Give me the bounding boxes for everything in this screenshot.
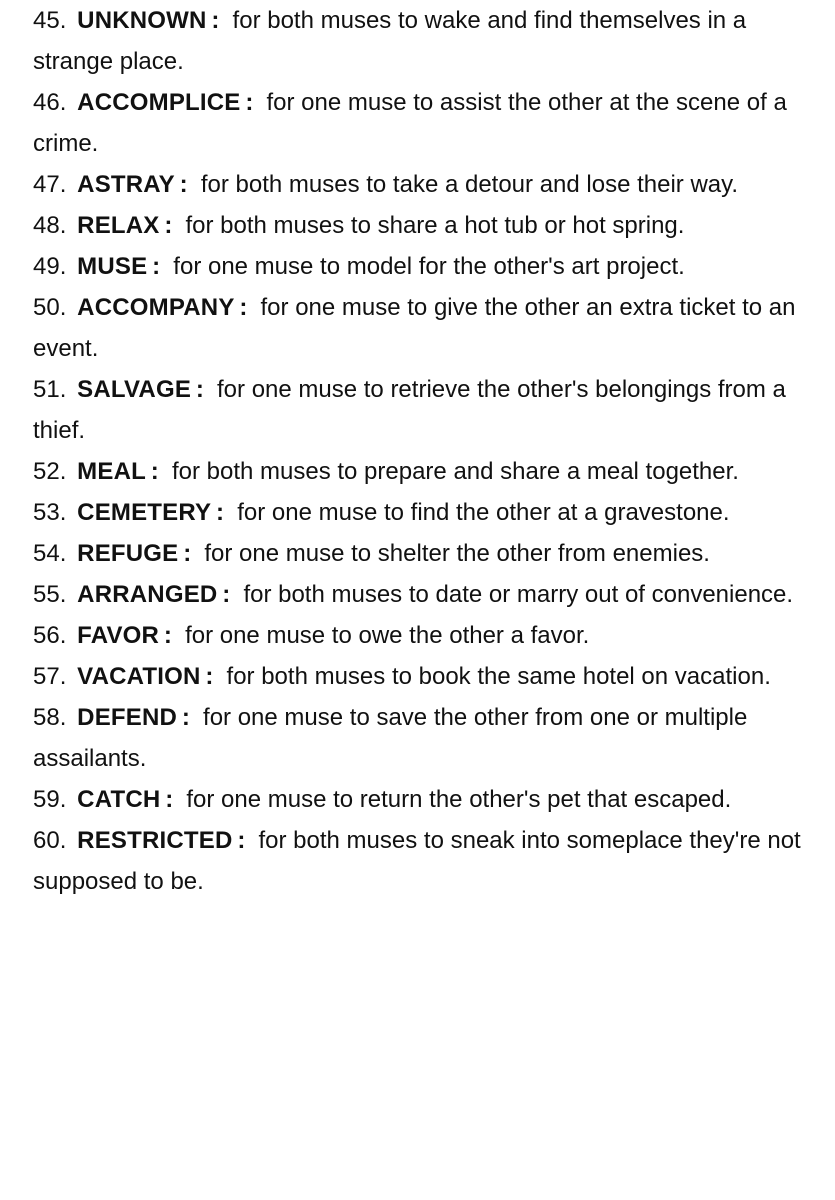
prompt-number: 60. — [33, 827, 67, 854]
prompt-number: 49. — [33, 253, 67, 280]
prompt-item — [33, 287, 817, 369]
prompt-text: for both muses to prepare and share a meal together. — [171, 458, 739, 485]
prompt-colon: : — [239, 294, 248, 321]
prompt-colon: : — [205, 663, 214, 690]
prompt-keyword: CATCH — [77, 786, 161, 813]
prompt-text: for one muse to return the other's pet that escaped. — [186, 786, 732, 813]
prompt-number: 58. — [33, 704, 67, 731]
prompt-number: 50. — [33, 294, 67, 321]
prompt-text: for both muses to book the same hotel on vacation. — [226, 663, 771, 690]
prompt-item — [33, 246, 817, 287]
prompt-item — [33, 533, 817, 574]
prompt-keyword: MEAL — [77, 458, 146, 485]
prompt-keyword: ARRANGED — [77, 581, 218, 608]
prompt-colon: : — [183, 540, 192, 567]
prompt-colon: : — [222, 581, 231, 608]
prompt-text: for one muse to assist the other at the scene of a crime. — [33, 89, 787, 157]
prompt-item — [33, 615, 817, 656]
prompt-colon: : — [165, 786, 174, 813]
prompt-number: 51. — [33, 376, 67, 403]
prompt-colon: : — [181, 704, 190, 731]
prompt-item — [33, 656, 817, 697]
prompt-item — [33, 0, 817, 82]
prompt-keyword: SALVAGE — [77, 376, 192, 403]
prompt-text: for one muse to save the other from one or multiple assailants. — [33, 704, 748, 772]
prompt-keyword: CEMETERY — [77, 499, 212, 526]
prompt-text: for one muse to shelter the other from enemies. — [204, 540, 710, 567]
prompt-colon: : — [150, 458, 159, 485]
prompt-item — [33, 164, 817, 205]
prompt-number: 57. — [33, 663, 67, 690]
prompt-item — [33, 697, 817, 779]
prompt-colon: : — [245, 89, 254, 116]
prompt-text: for both muses to share a hot tub or hot spring. — [185, 212, 685, 239]
prompt-keyword: ACCOMPANY — [77, 294, 235, 321]
prompt-keyword: FAVOR — [77, 622, 160, 649]
prompt-keyword: DEFEND — [77, 704, 178, 731]
prompt-text: for one muse to model for the other's art project. — [173, 253, 685, 280]
prompt-text: for both muses to sneak into someplace they're not supposed to be. — [33, 827, 801, 895]
prompt-text: for one muse to retrieve the other's belongings from a thief. — [33, 376, 786, 444]
prompt-number: 56. — [33, 622, 67, 649]
prompt-list — [33, 0, 817, 902]
prompt-keyword: UNKNOWN — [77, 7, 207, 34]
prompt-item — [33, 205, 817, 246]
prompt-number: 52. — [33, 458, 67, 485]
prompt-keyword: RESTRICTED — [77, 827, 233, 854]
prompt-item — [33, 779, 817, 820]
prompt-item — [33, 369, 817, 451]
prompt-number: 45. — [33, 7, 67, 34]
prompt-keyword: RELAX — [77, 212, 160, 239]
prompt-text: for one muse to find the other at a gravestone. — [237, 499, 730, 526]
prompt-number: 53. — [33, 499, 67, 526]
prompt-keyword: VACATION — [77, 663, 201, 690]
prompt-item — [33, 451, 817, 492]
prompt-keyword: MUSE — [77, 253, 148, 280]
prompt-colon: : — [216, 499, 225, 526]
prompt-text: for both muses to wake and find themselves in a strange place. — [33, 7, 747, 75]
prompt-colon: : — [195, 376, 204, 403]
prompt-colon: : — [237, 827, 246, 854]
prompt-colon: : — [164, 212, 173, 239]
prompt-number: 47. — [33, 171, 67, 198]
prompt-number: 48. — [33, 212, 67, 239]
prompt-colon: : — [211, 7, 220, 34]
prompt-number: 59. — [33, 786, 67, 813]
prompt-keyword: ACCOMPLICE — [77, 89, 241, 116]
prompt-item — [33, 820, 817, 902]
prompt-text: for both muses to take a detour and lose their way. — [200, 171, 739, 198]
prompt-colon: : — [163, 622, 172, 649]
prompt-item — [33, 492, 817, 533]
prompt-item — [33, 574, 817, 615]
prompt-colon: : — [179, 171, 188, 198]
prompt-number: 55. — [33, 581, 67, 608]
prompt-text: for one muse to owe the other a favor. — [185, 622, 590, 649]
prompt-colon: : — [152, 253, 161, 280]
prompt-number: 46. — [33, 89, 67, 116]
prompt-item — [33, 82, 817, 164]
prompt-keyword: ASTRAY — [77, 171, 175, 198]
prompt-text: for one muse to give the other an extra ticket to an event. — [33, 294, 796, 362]
prompt-number: 54. — [33, 540, 67, 567]
prompt-keyword: REFUGE — [77, 540, 179, 567]
prompt-text: for both muses to date or marry out of convenience. — [243, 581, 794, 608]
